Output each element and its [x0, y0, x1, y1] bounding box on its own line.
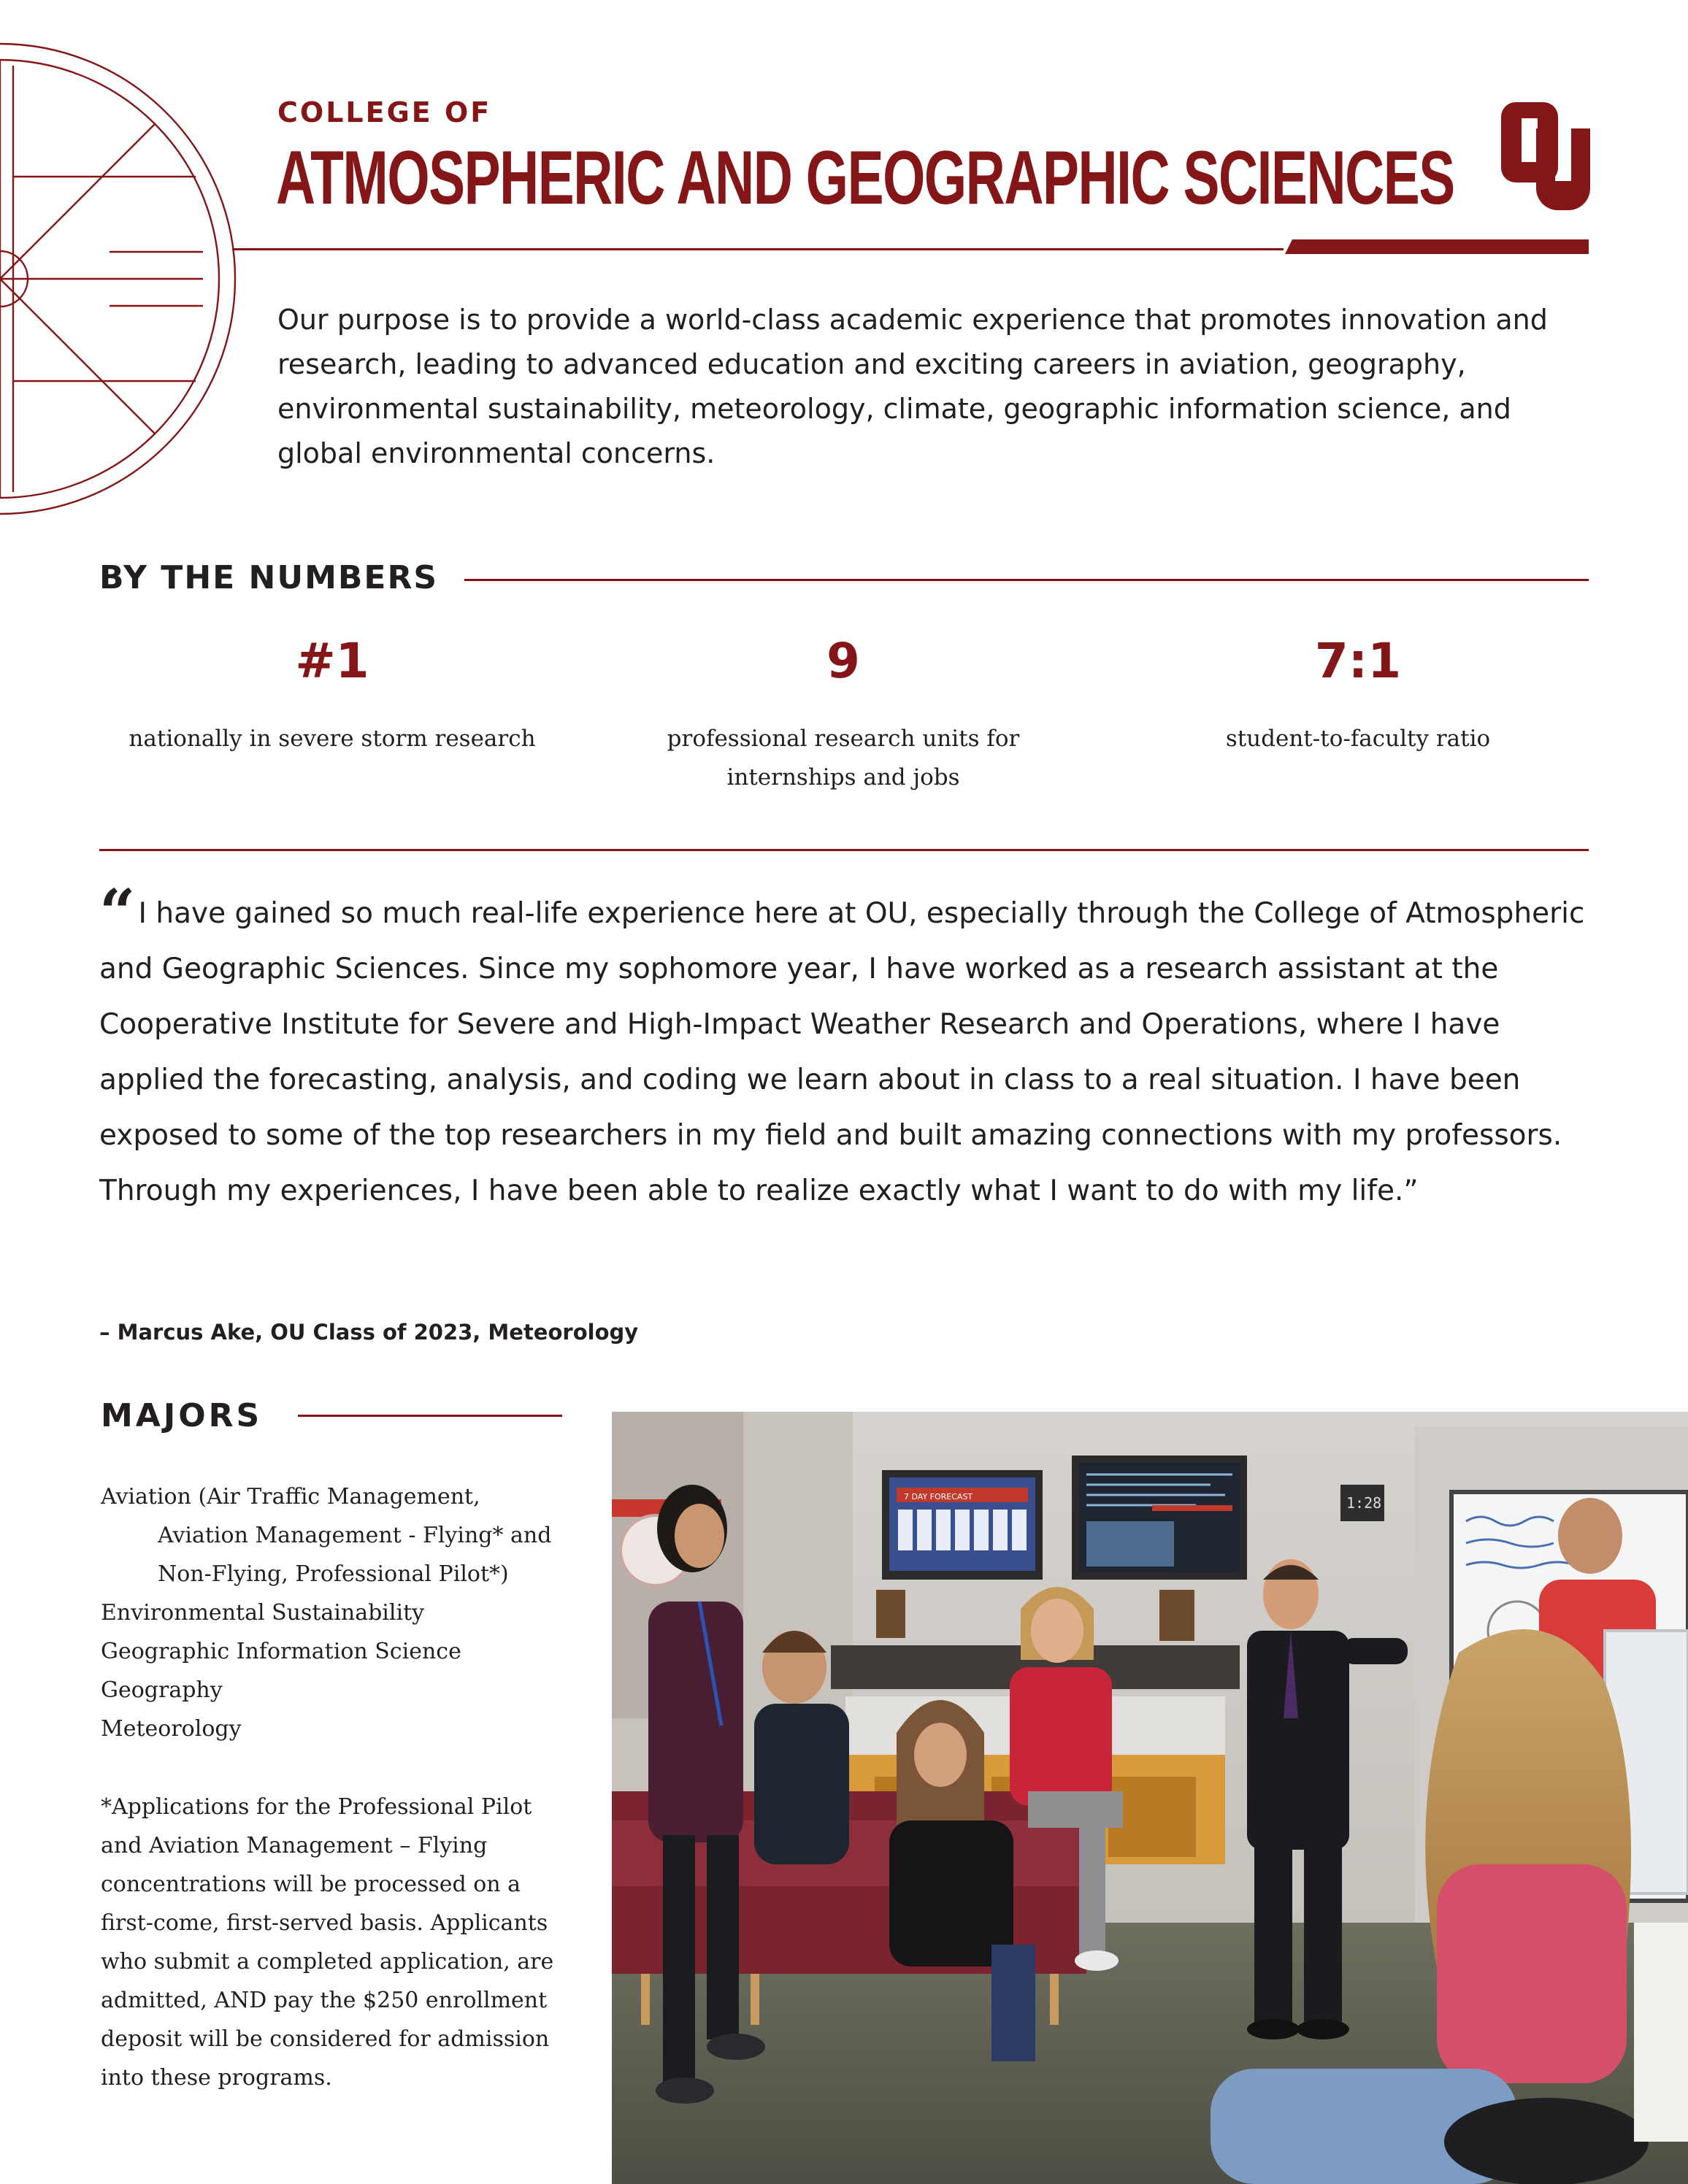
wall-clock-readout: 1:28 — [1346, 1494, 1382, 1512]
quote-attribution: – Marcus Ake, OU Class of 2023, Meteorology — [99, 1320, 639, 1345]
admission-note: *Applications for the Professional Pilot and Aviation Management – Flying concentrations will be processed on a first-come, first-served basis. Applicants who submit a completed application, are admitted, AND pay the $250 enrollment deposit will be considered for admission into these programs. — [101, 1794, 554, 2091]
classroom-photo — [612, 1412, 1688, 2184]
tv-forecast-label: 7 DAY FORECAST — [904, 1492, 973, 1502]
major-item: Aviation (Air Traffic Management, Aviation Management - Flying* and Non-Flying, Professional Pilot*) — [101, 1484, 552, 1587]
major-item: Geography — [101, 1677, 223, 1703]
section-divider — [99, 849, 1589, 851]
majors-list — [101, 1477, 568, 1748]
college-title: ATMOSPHERIC AND GEOGRAPHIC SCIENCES — [276, 136, 1454, 220]
by-the-numbers-heading: BY THE NUMBERS — [99, 559, 439, 596]
stat-research-units — [606, 632, 1081, 797]
header-accent-bar — [0, 0, 1592, 255]
major-item: Environmental Sustainability — [101, 1600, 425, 1626]
stat-label: student-to-faculty ratio — [1225, 726, 1491, 752]
by-the-numbers-rule — [464, 579, 1589, 581]
student-quote — [99, 876, 1589, 1219]
stat-faculty-ratio — [1139, 632, 1577, 758]
majors-rule — [298, 1415, 562, 1417]
majors-heading: MAJORS — [101, 1397, 263, 1434]
classroom-illustration — [612, 1412, 1688, 2184]
major-item: Meteorology — [101, 1716, 242, 1742]
college-eyebrow: COLLEGE OF — [277, 96, 492, 128]
stat-storm-research — [110, 632, 555, 758]
quote-text: I have gained so much real-life experience here at OU, especially through the College of Atmospheric and Geographic Sciences. Since my sophomore year, I have worked as a research assistant at the Cooperative Institute for Severe and High-Impact Weather Research and Operations, where I have applied the forecasting, analysis, and coding we learn about in class to a real situation. I have been exposed to some of the top researchers in my field and built amazing connections with my professors. Through my experiences, I have been able to realize exactly what I want to do with my life.” — [99, 897, 1585, 1207]
quote-mark-icon: “ — [99, 876, 136, 950]
stat-label: nationally in severe storm research — [128, 726, 536, 752]
stat-value: 9 — [826, 633, 860, 689]
major-item: Geographic Information Science — [101, 1639, 461, 1664]
purpose-statement: Our purpose is to provide a world-class academic experience that promotes innovation and research, leading to advanced education and exciting careers in aviation, geography, environmental sustainability, meteorology, climate, geographic information science, and global environmental concerns. — [277, 304, 1548, 469]
stat-label: professional research units for internships and jobs — [667, 726, 1020, 791]
stat-value: #1 — [295, 633, 369, 689]
stat-value: 7:1 — [1314, 633, 1402, 689]
